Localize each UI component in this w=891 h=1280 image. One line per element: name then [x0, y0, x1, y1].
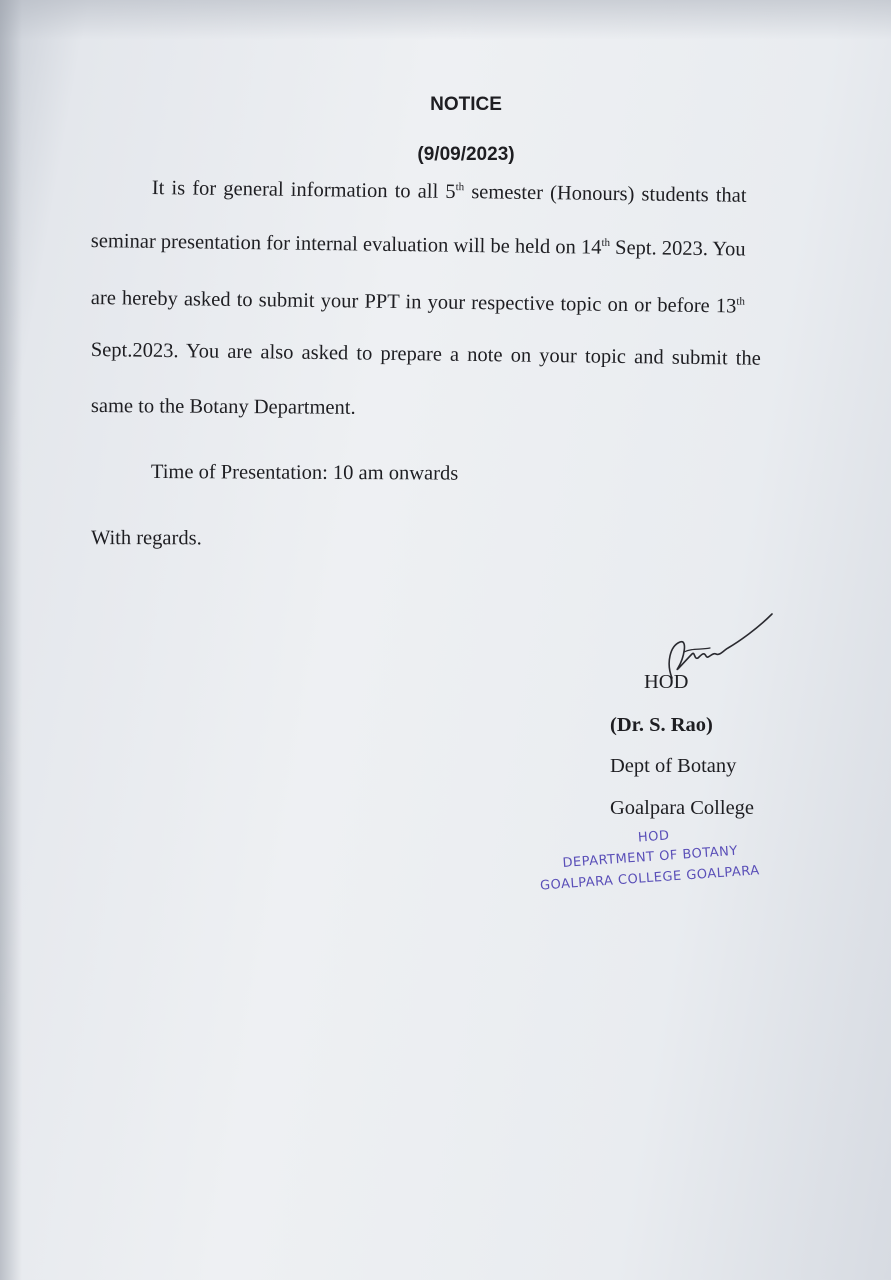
body-line-5: same to the Botany Department. — [90, 395, 356, 419]
presentation-time: Time of Presentation: 10 am onwards — [150, 461, 459, 485]
stamp-line-3: GOALPARA COLLEGE GOALPARA — [539, 863, 761, 894]
stamp-line-1: HOD — [637, 828, 670, 846]
signatory-name: (Dr. S. Rao) — [610, 714, 713, 736]
signatory-role: HOD — [644, 671, 689, 693]
stamp-line-2: DEPARTMENT OF BOTANY — [562, 843, 739, 871]
page-shadow-top — [0, 0, 891, 40]
handwritten-signature — [600, 608, 780, 698]
signatory-department: Dept of Botany — [610, 755, 737, 777]
page-shadow-left — [0, 0, 22, 1280]
signatory-college: Goalpara College — [610, 797, 755, 819]
closing-regards: With regards. — [90, 527, 202, 550]
notice-date: (9/09/2023) — [417, 144, 515, 165]
body-line-3: are hereby asked to submit your PPT in your respective topic on or before 13th — [90, 287, 746, 318]
department-stamp — [533, 817, 793, 915]
body-line-2: seminar presentation for internal evaluation will be held on 14th Sept. 2023. You — [90, 230, 746, 261]
body-line-4: Sept.2023. You are also asked to prepare a note on your topic and submit the — [90, 339, 761, 370]
body-line-1: It is for general information to all 5th semester (Honours) students that — [151, 177, 747, 207]
notice-title: NOTICE — [430, 94, 502, 115]
